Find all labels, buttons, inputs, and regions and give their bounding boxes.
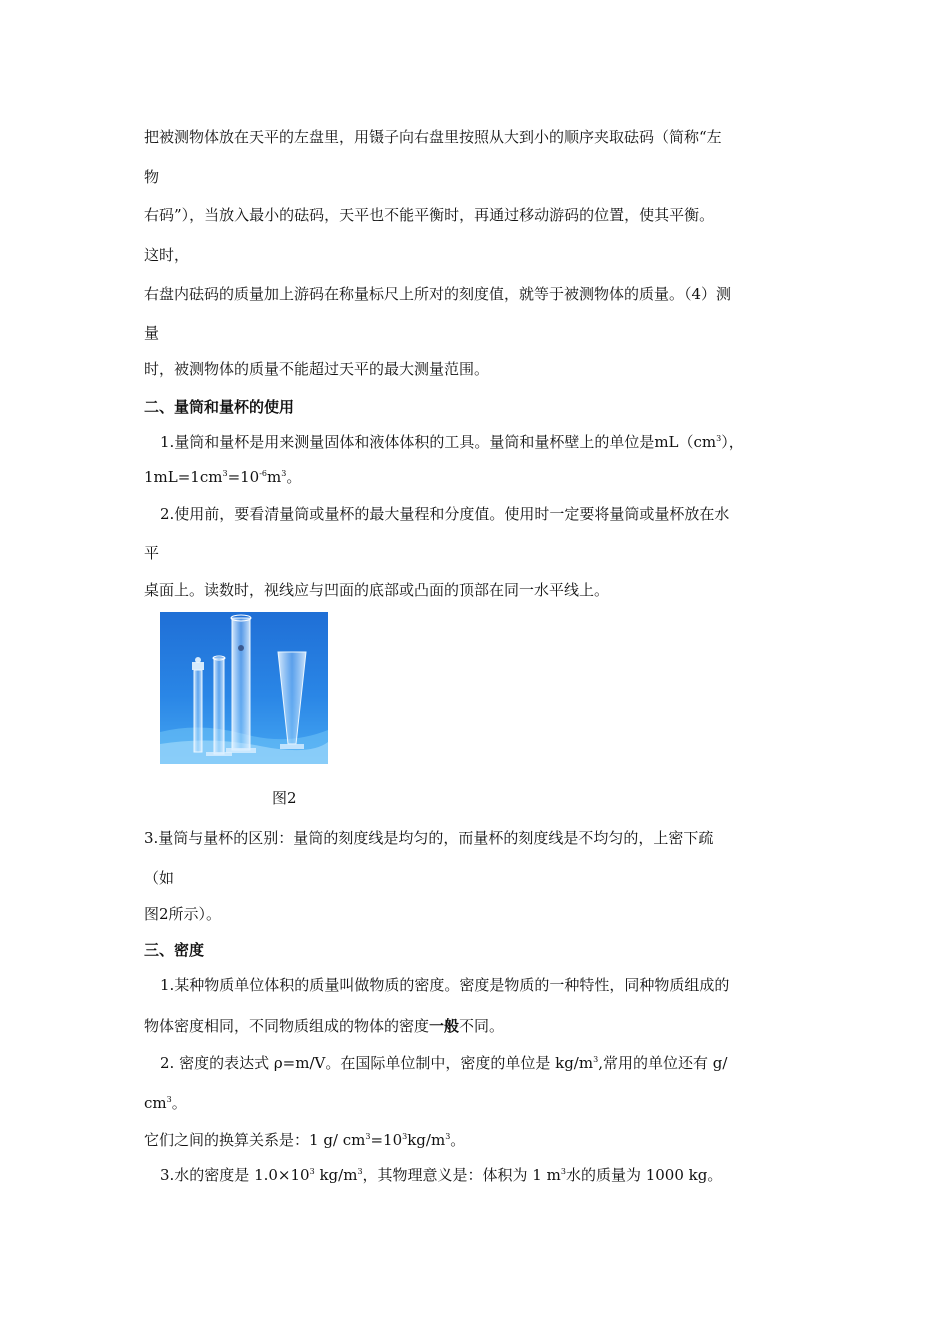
text-line: 它们之间的换算关系是：1 g/ $cm^3=10^3kg/m^3$。: [144, 1131, 466, 1149]
text-line: 把被测物体放在天平的左盘里，用镊子向右盘里按照从大到小的顺序夹取砝码（简称“左: [144, 128, 722, 146]
figure-caption: 图2: [272, 789, 297, 807]
text-line: $cm^3$。: [144, 1094, 187, 1112]
text-line: 量: [144, 324, 160, 342]
text-line: 1.量筒和量杯是用来测量固体和液体体积的工具。量筒和量杯壁上的单位是$mL(cm^3)$，: [160, 433, 744, 451]
section-heading-density: 三、密度: [144, 941, 205, 959]
text-line: 2.使用前，要看清量筒或量杯的最大量程和分度值。使用时一定要将量筒或量杯放在水: [160, 505, 730, 523]
text-line: 1.某种物质单位体积的质量叫做物质的密度。密度是物质的一种特性，同种物质组成的: [160, 976, 730, 994]
text-line: 3.水的密度是 $1.0\times 10^3$ $kg/m^3$，其物理意义是：体积为 1 $m^3$水的质量为 1000 kg。: [160, 1166, 723, 1184]
text-line: 桌面上。读数时，视线应与凹面的底部或凸面的顶部在同一水平线上。: [144, 581, 610, 599]
text-line: （如: [144, 869, 175, 887]
text-line: 物: [144, 168, 160, 186]
text-line: 右码”），当放入最小的砝码，天平也不能平衡时，再通过移动游码的位置，使其平衡。: [144, 206, 715, 224]
text-line: 图2所示）。: [144, 905, 222, 923]
text-line: 右盘内砝码的质量加上游码在称量标尺上所对的刻度值，就等于被测物体的质量。（4）测: [144, 285, 732, 303]
text-line: 3.量筒与量杯的区别：量筒的刻度线是均匀的，而量杯的刻度线是不均匀的，上密下疏: [144, 829, 714, 847]
figure-measuring-cylinders-photo: [160, 612, 328, 764]
text-line: 平: [144, 544, 160, 562]
text-line: 2. 密度的表达式 ρ=m/V。在国际单位制中，密度的单位是 $kg/m^3$,常用的单位还有 g/: [160, 1054, 728, 1072]
text-line: 这时，: [144, 246, 190, 264]
text-line: $1mL=1cm^3=10^{-6}m^3$。: [144, 468, 302, 486]
text-line: 物体密度相同，不同物质组成的物体的密度一般不同。: [144, 1017, 505, 1035]
text-line: 时，被测物体的质量不能超过天平的最大测量范围。: [144, 360, 490, 378]
section-heading-cylinders: 二、量筒和量杯的使用: [144, 398, 295, 416]
